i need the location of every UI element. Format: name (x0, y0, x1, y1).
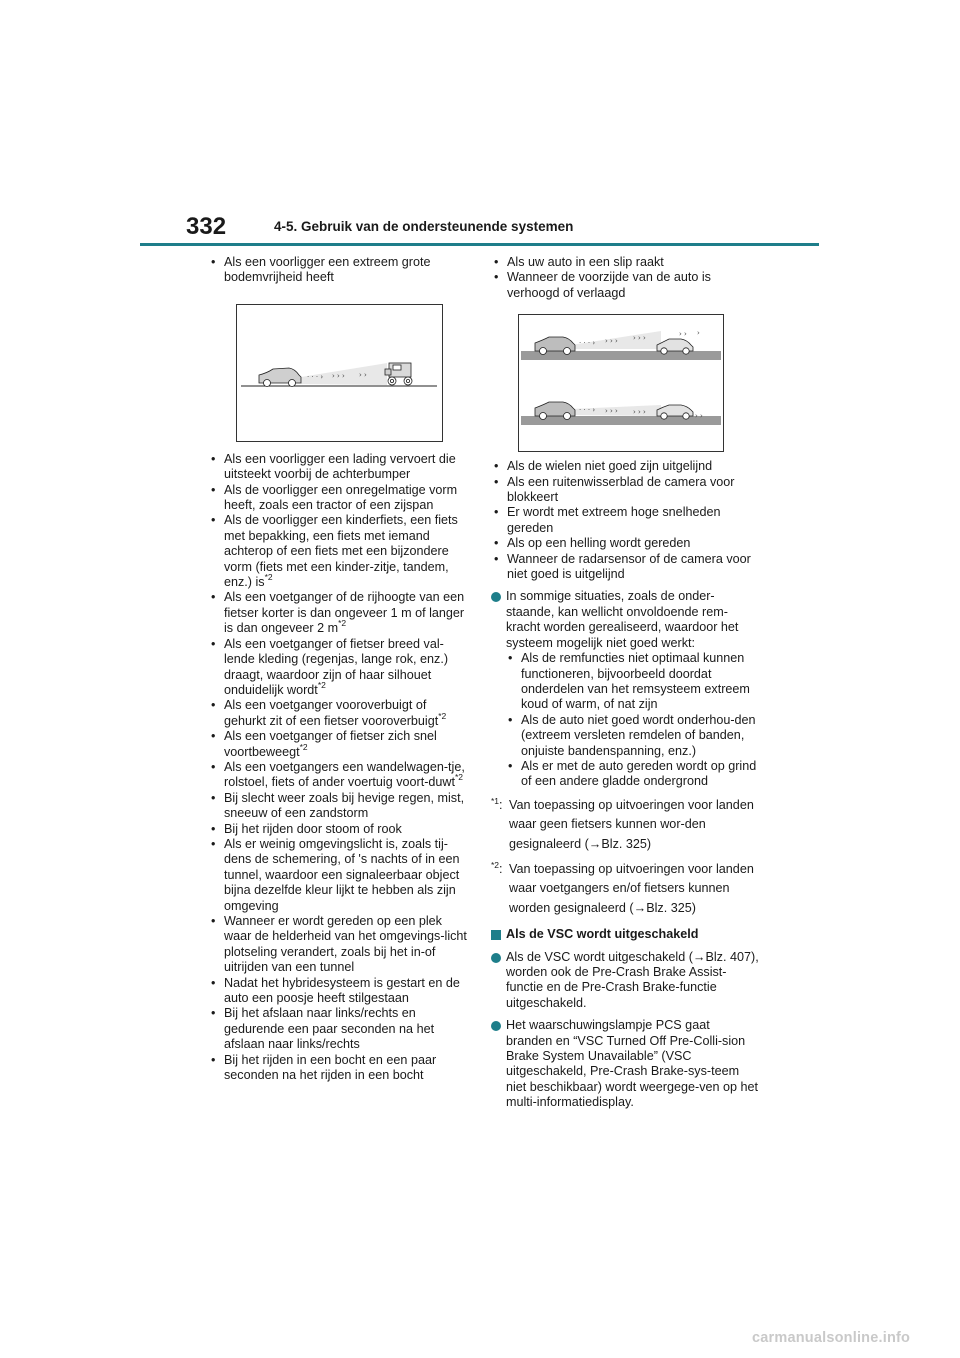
vsc-item-text: Het waarschuwingslampje PCS gaat branden en “VSC Turned Off Pre-Colli-sion Brake System Unavailable” (VSC uitgeschakeld, Pre-Crash Brake-sys-teem niet beschikbaar) wordt weergege-ven op het multi-informatiedisplay. (506, 1018, 759, 1110)
circle-bullet-icon (491, 1021, 501, 1031)
footnote-2 (491, 860, 759, 918)
vsc-item-2 (491, 1018, 759, 1110)
svg-text:› › ›: › › › (605, 337, 618, 346)
list-item: • Als de wielen niet goed zijn uitgelijnd (491, 459, 759, 474)
illustration-drawing (519, 315, 723, 451)
svg-text:› ›: › › (679, 330, 687, 339)
list-item: • Als de voorligger een onregelmatige vorm heeft, zoals een tractor of een zijspan (208, 483, 470, 514)
section-title: 4-5. Gebruik van de ondersteunende systemen (274, 219, 574, 234)
list-item: • Als een ruitenwisserblad de camera voor blokkeert (491, 475, 759, 506)
right-column (491, 255, 759, 1111)
footnote-marker: $^{*1}$: (491, 795, 503, 812)
situations-list (505, 651, 759, 790)
list-item: • Als een voetganger of de rijhoogte van een fietser korter is dan ongeveer 1 m of langer is dan ongeveer 2 $m^{*2}$ (208, 590, 470, 636)
watermark: carmanualsonline.info (752, 1330, 911, 1346)
list-item: • Als de voorligger een kinderfiets, een fiets met bepakking, een fiets met iemand achterop of een fiets met een bijzondere vorm (fiets met een kinder-zitje, tandem, enz.) $is^{*2}$ (208, 513, 470, 590)
list-item: • Wanneer de voorzijde van de auto is verhoogd of verlaagd (491, 270, 759, 301)
square-bullet-icon (491, 930, 501, 940)
list-item: • Als een voorligger een extreem grote bodemvrijheid heeft (208, 255, 470, 286)
svg-text:· · · ›: · · · › (579, 406, 596, 415)
list-item: • Bij slecht weer zoals bij hevige regen, mist, sneeuw of een zandstorm (208, 791, 470, 822)
header-rule (140, 243, 819, 246)
list-item: • Wanneer er wordt gereden op een plek waar de helderheid van het omgevings-licht plotseling verandert, zoals bij het in-of uitrijden van een tunnel (208, 914, 470, 976)
footnote-mark: *2 (299, 741, 308, 752)
svg-text:· · · ›: · · · › (579, 339, 596, 348)
list-item: • Bij het rijden in een bocht en een paar seconden na het rijden in een bocht (208, 1053, 470, 1084)
list-item: • Als een voetganger vooroverbuigt of gehurkt zit of een fietser vooroverbuigt$^{*2}$ (208, 698, 470, 729)
footnote-mark: *2 (338, 618, 347, 629)
illustration-raised-lowered-front (518, 314, 724, 452)
footnote-marker: $^{*2}$: (491, 859, 503, 876)
list-item: • Als een voetganger of fietser breed val-lende kleding (regenjas, lange rok, enz.) draagt, waardoor zijn of haar silhouet onduidelijk wordt$^{*2}$ (208, 637, 470, 699)
illustration-high-ground-clearance (236, 304, 443, 442)
svg-text:› ›: › › (359, 370, 367, 379)
vsc-heading: Als de VSC wordt uitgeschakeld (491, 927, 759, 942)
list-item: • Wanneer de radarsensor of de camera voor niet goed is uitgelijnd (491, 552, 759, 583)
footnote-mark: *2 (317, 679, 326, 690)
illustration-drawing (237, 305, 442, 441)
left-intro-list (208, 255, 470, 286)
list-item: • Als op een helling wordt gereden (491, 536, 759, 551)
footnote-text: Van toepassing op uitvoeringen voor landen waar geen fietsers kunnen wor-den gesignaleerd (→Blz. 325) (509, 797, 754, 851)
situations-text: In sommige situaties, zoals de onder-staande, kan wellicht onvoldoende rem-kracht worden gerealiseerd, waardoor het systeem mogelijk niet goed werkt: (506, 589, 739, 650)
list-item: • Als de auto niet goed wordt onderhou-den (extreem versleten remdelen of banden, onjuiste bandenspanning, enz.) (505, 713, 759, 759)
svg-text:› ›: › › (695, 412, 703, 421)
svg-text:› › ›: › › › (633, 408, 646, 417)
svg-text:· · · ›: · · · › (307, 372, 324, 381)
list-item: • Nadat het hybridesysteem is gestart en de auto een poosje heeft stilgestaan (208, 976, 470, 1007)
svg-text:› › ›: › › › (332, 371, 345, 380)
svg-text:› › ›: › › › (605, 407, 618, 416)
list-item: • Als de remfuncties niet optimaal kunnen functioneren, bijvoorbeeld doordat onderdelen van het remsysteem extreem koud of warm, of nat zijn (505, 651, 759, 713)
list-item: • Als een voorligger een lading vervoert die uitsteekt voorbij de achterbumper (208, 452, 470, 483)
right-intro-list (491, 255, 759, 301)
vsc-item-1 (491, 950, 759, 1012)
page-number: 332 (186, 213, 227, 240)
list-item: • Als een voetganger of fietser zich snel voortbeweegt$^{*2}$ (208, 729, 470, 760)
list-item: • Bij het afslaan naar links/rechts en gedurende een paar seconden na het afslaan naar links/rechts (208, 1006, 470, 1052)
list-item: • Als uw auto in een slip raakt (491, 255, 759, 270)
footnote-mark: *2 (438, 710, 447, 721)
circle-bullet-icon (491, 592, 501, 602)
vsc-item-text: Als de VSC wordt uitgeschakeld (→Blz. 407), worden ook de Pre-Crash Brake Assist-functie en de Pre-Crash Brake-functie uitgeschakeld. (506, 949, 759, 1010)
list-item: • Er wordt met extreem hoge snelheden gereden (491, 505, 759, 536)
footnote-text: Van toepassing op uitvoeringen voor landen waar voetgangers en/of fietsers kunnen worden gesignaleerd (→Blz. 325) (509, 861, 754, 915)
svg-text:›: › (697, 329, 700, 338)
svg-text:› › ›: › › › (633, 334, 646, 343)
footnote-mark: *2 (455, 772, 464, 783)
footnote-1 (491, 796, 759, 854)
list-item: • Als een voetgangers een wandelwagen-tje, rolstoel, fiets of ander voertuig voort-duwt$^{*2}$ (208, 760, 470, 791)
list-item: • Bij het rijden door stoom of rook (208, 822, 470, 837)
left-bullet-list (208, 452, 470, 1084)
list-item: • Als er met de auto gereden wordt op grind of een andere gladde ondergrond (505, 759, 759, 790)
left-column (208, 255, 470, 1083)
right-bullet-list (491, 459, 759, 582)
circle-bullet-icon (491, 953, 501, 963)
situations-block (491, 589, 759, 789)
footnote-mark: *2 (264, 572, 273, 583)
list-item: • Als er weinig omgevingslicht is, zoals tij-dens de schemering, of 's nachts of in een tunnel, waardoor een signaleerbaar object bijna dezelfde kleur lijkt te hebben als zijn omgeving (208, 837, 470, 914)
